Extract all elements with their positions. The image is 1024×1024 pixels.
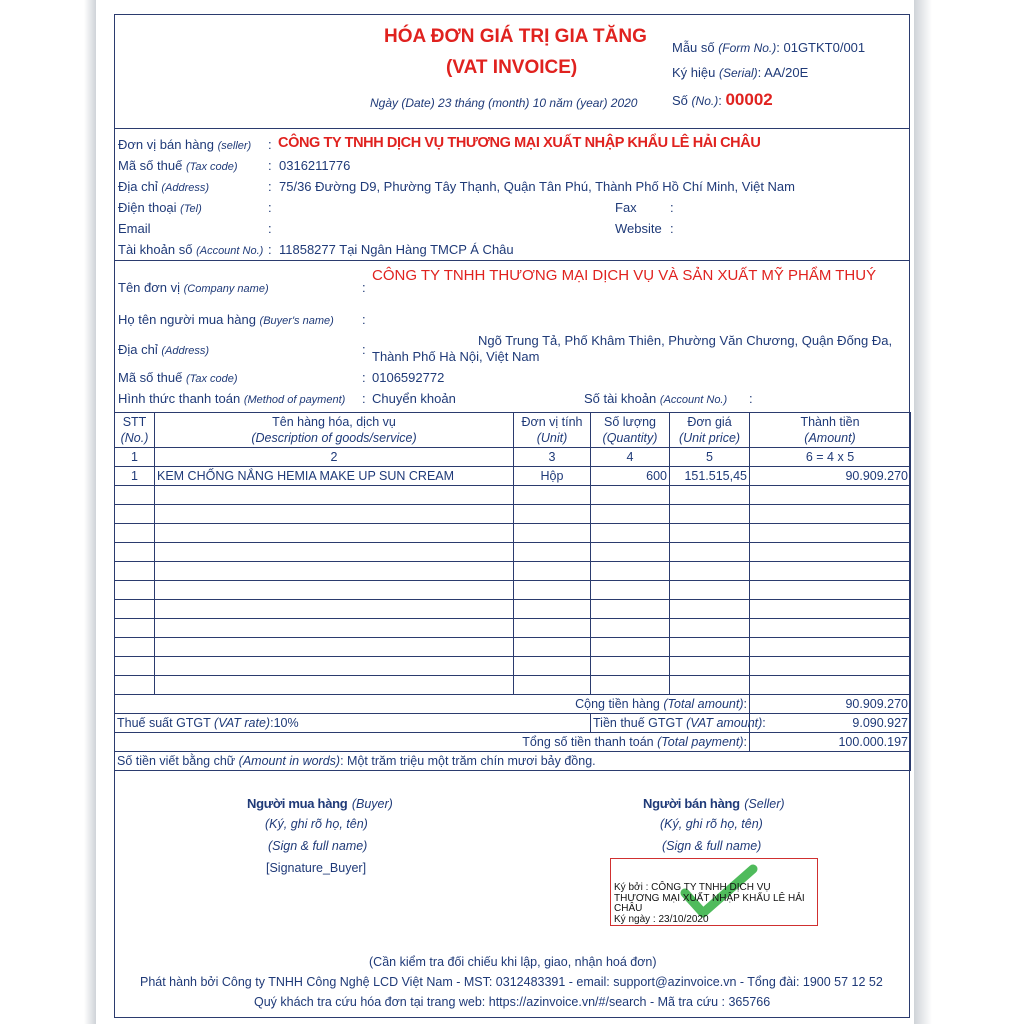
seller-sign-note: (Ký, ghi rõ họ, tên) (660, 817, 763, 831)
row-description: KEM CHỐNG NẮNG HEMIA MAKE UP SUN CREAM (155, 467, 514, 486)
seller-account: 11858277 Tại Ngân Hàng TMCP Á Châu (279, 242, 514, 257)
vat-amount-label: Tiền thuế GTGT (VAT amount): (591, 714, 750, 733)
vat-row (115, 714, 911, 733)
col-header-description: Tên hàng hóa, dịch vụ (Description of goods/service) (155, 413, 514, 448)
payment-method: Chuyển khoản (372, 391, 456, 406)
table-index-row: 1 2 3 4 5 6 = 4 x 5 (115, 448, 911, 467)
total-payment-value: 100.000.197 (750, 733, 911, 752)
table-row-empty (115, 505, 911, 524)
divider (114, 260, 910, 261)
buyer-account-label: Số tài khoản (Account No.) (584, 391, 728, 406)
total-amount-row (115, 695, 911, 714)
seller-account-label: Tài khoản số (Account No.) (118, 242, 264, 257)
table-row-empty (115, 486, 911, 505)
serial-label: Ký hiệu (672, 65, 716, 80)
amount-in-words-row (115, 752, 911, 771)
seller-tax-code: 0316211776 (279, 158, 351, 173)
row-unit-price: 151.515,45 (670, 467, 750, 486)
total-amount-label: Cộng tiền hàng (Total amount): (115, 695, 750, 714)
signed-date: Ký ngày : 23/10/2020 (614, 913, 709, 925)
table-row-empty (115, 600, 911, 619)
col-header-no: STT (No.) (115, 413, 155, 448)
buyer-signature-placeholder: [Signature_Buyer] (266, 861, 367, 875)
no-label: Số (672, 93, 688, 108)
footer-issuer: Phát hành bởi Công ty TNHH Công Nghệ LCD Việt Nam - MST: 0312483391 - email: support@azinvoice.vn - Tổng đài: 1900 57 12 52 (140, 975, 883, 989)
buyer-signature-title: Người mua hàng (Buyer) (247, 796, 393, 811)
col-header-unit: Đơn vị tính (Unit) (514, 413, 591, 448)
seller-fax-label: Fax (615, 200, 637, 215)
form-value: : 01GTKT0/001 (776, 40, 866, 55)
buyer-company: CÔNG TY TNHH THƯƠNG MẠI DỊCH VỤ VÀ SẢN XUẤT MỸ PHẨM THUÝ (372, 267, 877, 284)
table-row-empty (115, 619, 911, 638)
invoice-date: Ngày (Date) 23 tháng (month) 10 năm (year) 2020 (370, 96, 638, 110)
seller-sign-note-en: (Sign & full name) (662, 839, 762, 853)
seller-tax-label: Mã số thuế (Tax code) (118, 158, 238, 173)
buyer-address-line2: Thành Phố Hà Nội, Việt Nam (372, 349, 540, 364)
buyer-sign-note: (Ký, ghi rõ họ, tên) (265, 817, 368, 831)
form-no-row (672, 40, 865, 55)
buyer-sign-note-en: (Sign & full name) (268, 839, 368, 853)
seller-name: CÔNG TY TNHH DỊCH VỤ THƯƠNG MẠI XUẤT NHẬP KHẨU LÊ HẢI CHÂU (278, 135, 761, 151)
buyer-tax-code: 0106592772 (372, 370, 445, 385)
table-row-empty (115, 657, 911, 676)
vat-rate: Thuế suất GTGT (VAT rate):10% (115, 714, 591, 733)
invoice-title-vn: HÓA ĐƠN GIÁ TRỊ GIA TĂNG (384, 26, 647, 47)
signature-details (614, 883, 814, 925)
table-row-empty (115, 562, 911, 581)
seller-email-label: Email (118, 221, 151, 236)
row-quantity: 600 (591, 467, 670, 486)
total-amount-value: 90.909.270 (750, 695, 911, 714)
invoice-title-en: (VAT INVOICE) (446, 57, 578, 78)
invoice-number: 00002 (725, 90, 773, 109)
table-row-empty (115, 676, 911, 695)
serial-label-en: (Serial) (719, 66, 758, 80)
total-payment-row (115, 733, 911, 752)
buyer-company-label: Tên đơn vị (Company name) (118, 280, 269, 295)
seller-address: 75/36 Đường D9, Phường Tây Thạnh, Quận Tân Phú, Thành Phố Hồ Chí Minh, Việt Nam (279, 179, 795, 194)
row-amount: 90.909.270 (750, 467, 911, 486)
digital-signature-box (610, 858, 818, 926)
serial-row (672, 65, 808, 80)
seller-phone-label: Điện thoại (Tel) (118, 200, 202, 215)
seller-signature-title: Người bán hàng (Seller) (643, 796, 785, 811)
table-header-row (115, 413, 911, 448)
table-row-empty (115, 581, 911, 600)
total-payment-label: Tổng số tiền thanh toán (Total payment): (115, 733, 750, 752)
row-unit: Hộp (514, 467, 591, 486)
buyer-address-label: Địa chỉ (Address) (118, 342, 210, 357)
buyer-address-line1: Ngõ Trung Tả, Phố Khâm Thiên, Phường Văn Chương, Quận Đống Đa, (478, 333, 893, 348)
table-row-empty (115, 524, 911, 543)
buyer-person-label: Họ tên người mua hàng (Buyer's name) (118, 312, 334, 327)
footer-note: (Cần kiểm tra đối chiếu khi lập, giao, nhận hoá đơn) (369, 955, 657, 969)
table-row (115, 467, 911, 486)
seller-name-label: Đơn vị bán hàng (seller) (118, 137, 252, 152)
signed-by: Ký bởi : CÔNG TY TNHH DỊCH VỤ THƯƠNG MẠI XUẤT NHẬP KHẨU LÊ HẢI CHÂU (614, 882, 805, 914)
row-no: 1 (115, 467, 155, 486)
col-header-amount: Thành tiền (Amount) (750, 413, 911, 448)
invoice-no-row: Số (No.): 00002 (672, 90, 773, 109)
no-label-en: (No.) (691, 94, 719, 108)
buyer-tax-label: Mã số thuế (Tax code) (118, 370, 238, 385)
form-label: Mẫu số (672, 40, 715, 55)
col-header-unit-price: Đơn giá (Unit price) (670, 413, 750, 448)
seller-website-label: Website (615, 221, 662, 236)
seller-address-label: Địa chỉ (Address) (118, 179, 210, 194)
payment-method-label: Hình thức thanh toán (Method of payment) (118, 391, 346, 406)
serial-value: : AA/20E (757, 65, 809, 80)
table-row-empty (115, 543, 911, 562)
amount-in-words: Số tiền viết bằng chữ (Amount in words): Một trăm triệu một trăm chín mươi bảy đồng. (115, 752, 911, 771)
form-label-en: (Form No.) (718, 41, 777, 55)
page-shadow-left (0, 0, 96, 1024)
col-header-quantity: Số lượng (Quantity) (591, 413, 670, 448)
table-row-empty (115, 638, 911, 657)
vat-amount-value: 9.090.927 (750, 714, 911, 733)
page-shadow-right (914, 0, 1024, 1024)
goods-table (114, 412, 911, 771)
divider (114, 128, 910, 129)
footer-lookup: Quý khách tra cứu hóa đơn tại trang web: https://azinvoice.vn/#/search - Mã tra cứu : 365766 (254, 995, 771, 1009)
